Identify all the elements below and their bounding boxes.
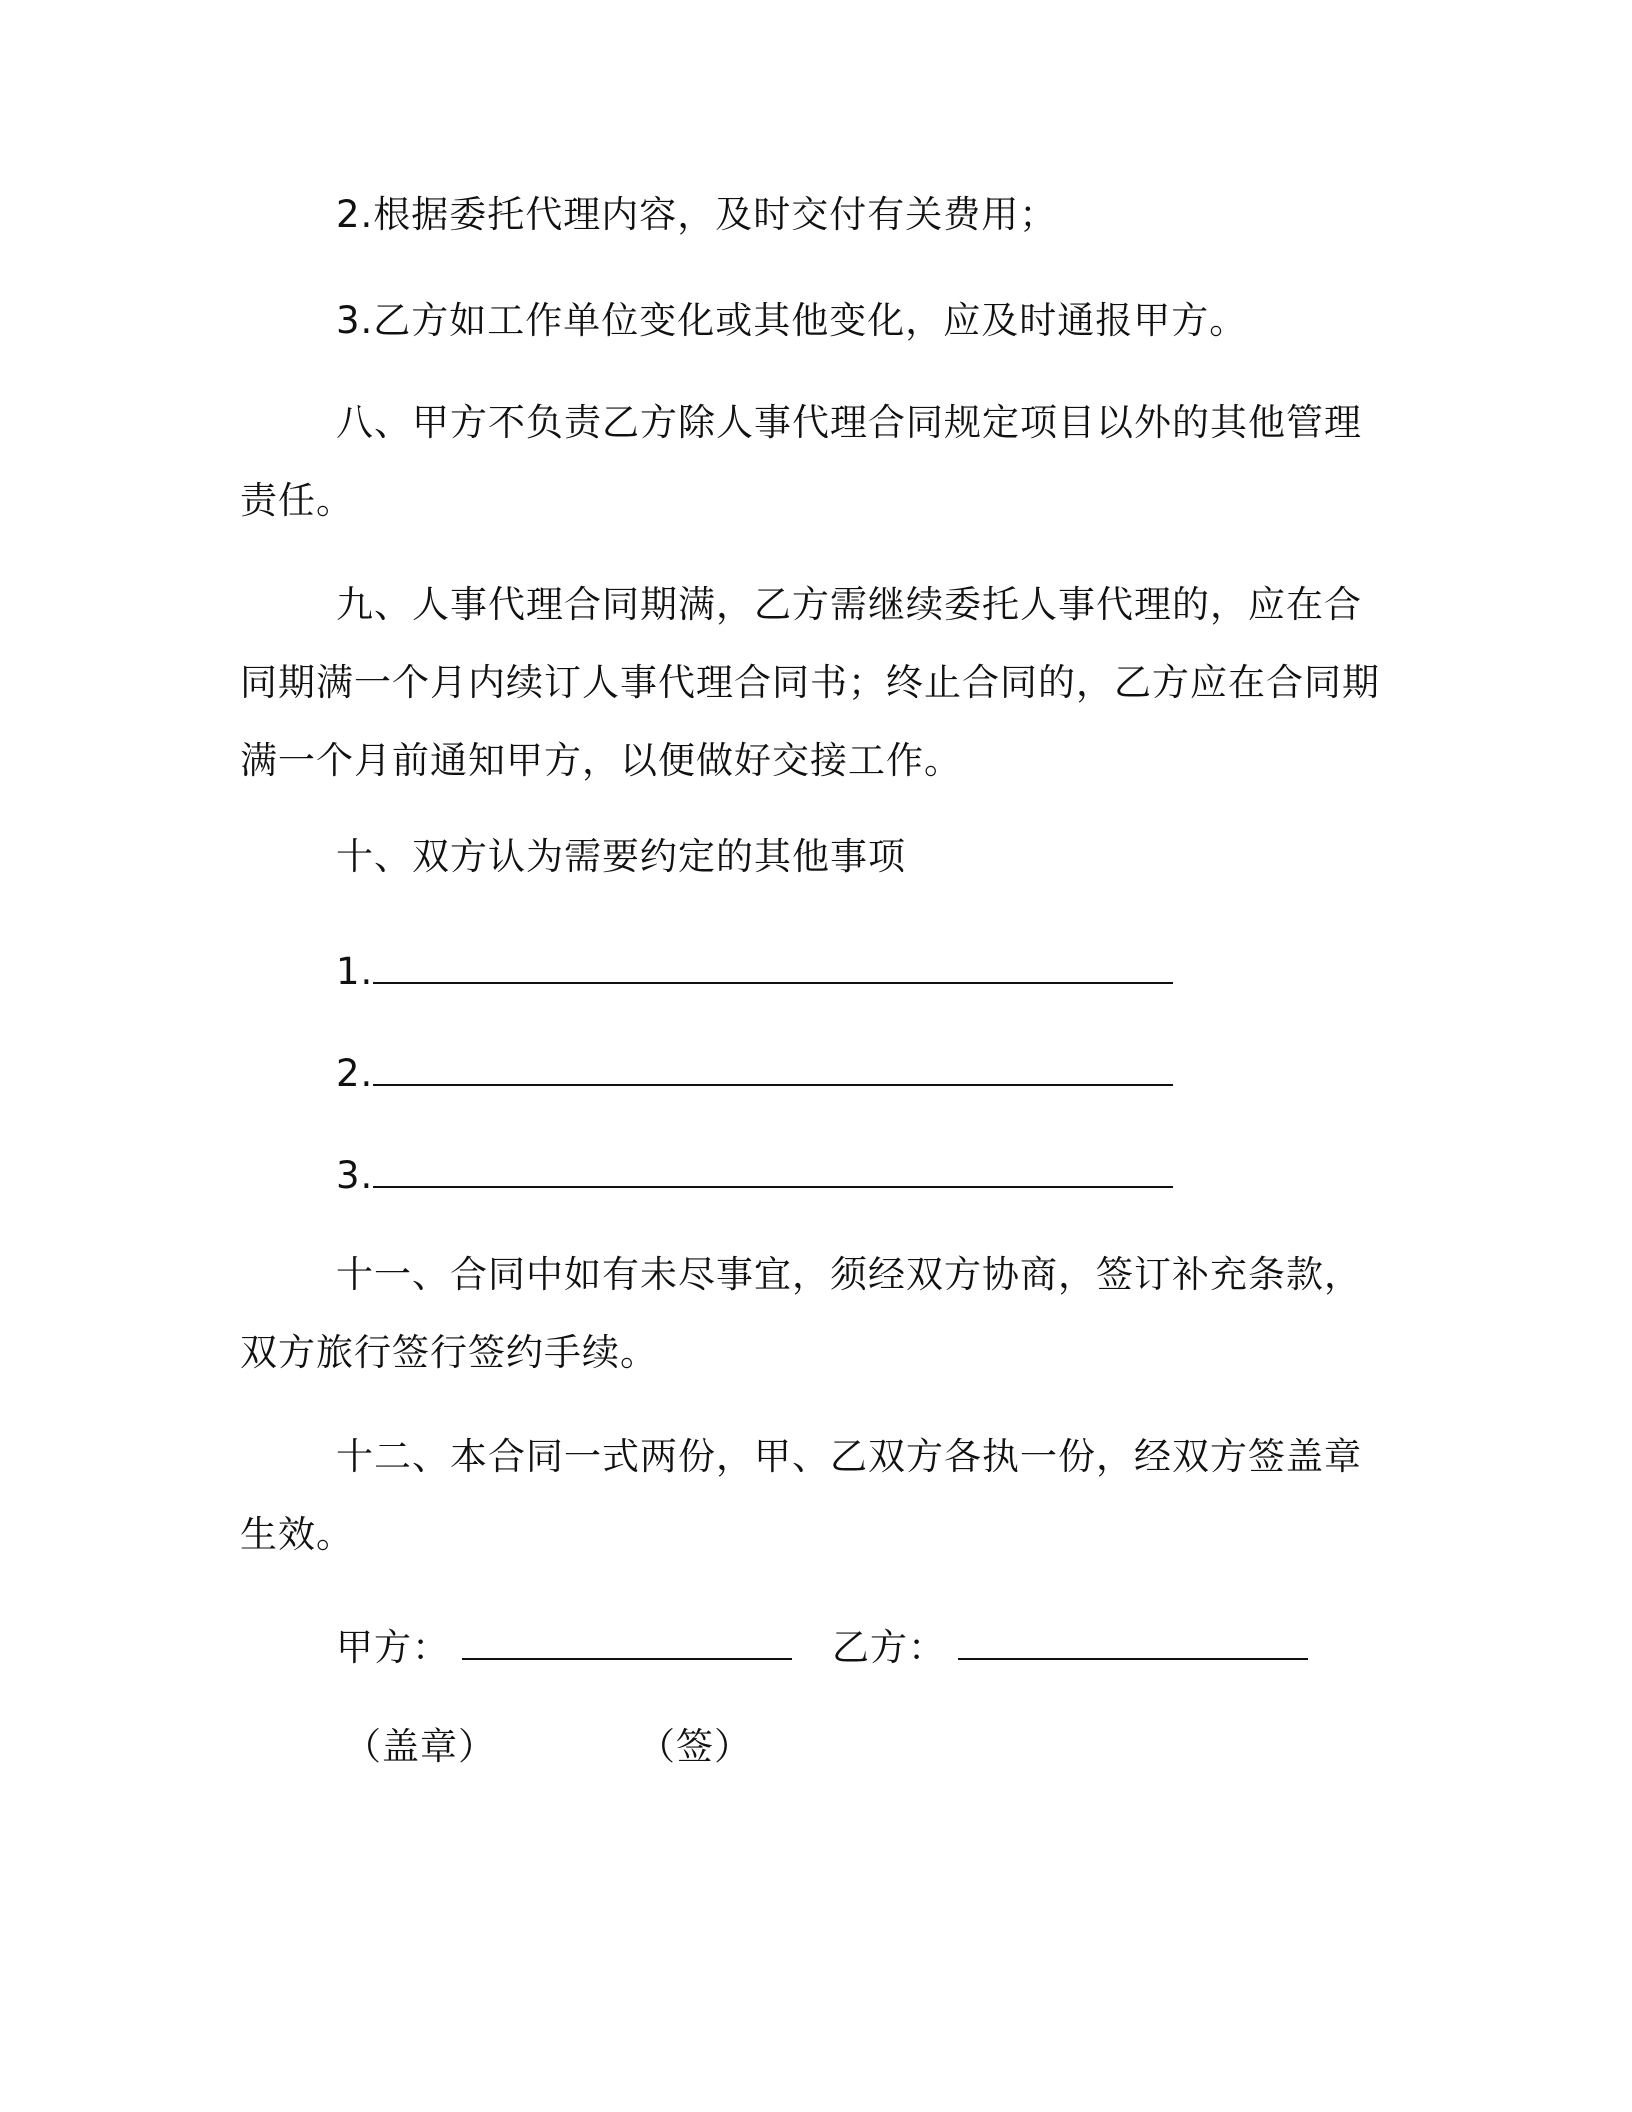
clause-12: 十二、本合同一式两份，甲、乙双方各执一份，经双方签盖章生效。 [240, 1435, 1362, 1556]
clause-9: 九、人事代理合同期满，乙方需继续委托人事代理的，应在合同期满一个月内续订人事代理合同书；终止合同的，乙方应在合同期满一个月前通知甲方，以便做好交接工作。 [240, 583, 1380, 782]
blank-line-2 [373, 1046, 1173, 1086]
blank-item-1 [336, 944, 1173, 997]
clause-8: 八、甲方不负责乙方除人事代理合同规定项目以外的其他管理责任。 [240, 401, 1362, 522]
blank-item-2 [336, 1046, 1173, 1099]
party-a-signature-line [462, 1620, 792, 1660]
item-3: 3.乙方如工作单位变化或其他变化，应及时通报甲方。 [336, 299, 1248, 342]
party-a-label: 甲方： [336, 1626, 450, 1669]
signature-row [336, 1620, 1308, 1673]
blank-item-1-number: 1. [336, 950, 374, 993]
party-b-label: 乙方： [832, 1626, 946, 1669]
blank-item-2-number: 2. [336, 1052, 374, 1095]
blank-line-3 [373, 1148, 1173, 1188]
blank-item-3 [336, 1148, 1173, 1201]
clause-11: 十一、合同中如有未尽事宜，须经双方协商，签订补充条款，双方旅行签行签约手续。 [240, 1253, 1362, 1374]
item-2: 2.根据委托代理内容，及时交付有关费用； [336, 193, 1058, 236]
sign-note: （签） [638, 1725, 752, 1768]
seal-note: （盖章） [344, 1725, 496, 1768]
clause-10: 十、双方认为需要约定的其他事项 [336, 835, 906, 878]
party-b-signature-line [958, 1620, 1308, 1660]
blank-line-1 [373, 944, 1173, 984]
blank-item-3-number: 3. [336, 1154, 374, 1197]
